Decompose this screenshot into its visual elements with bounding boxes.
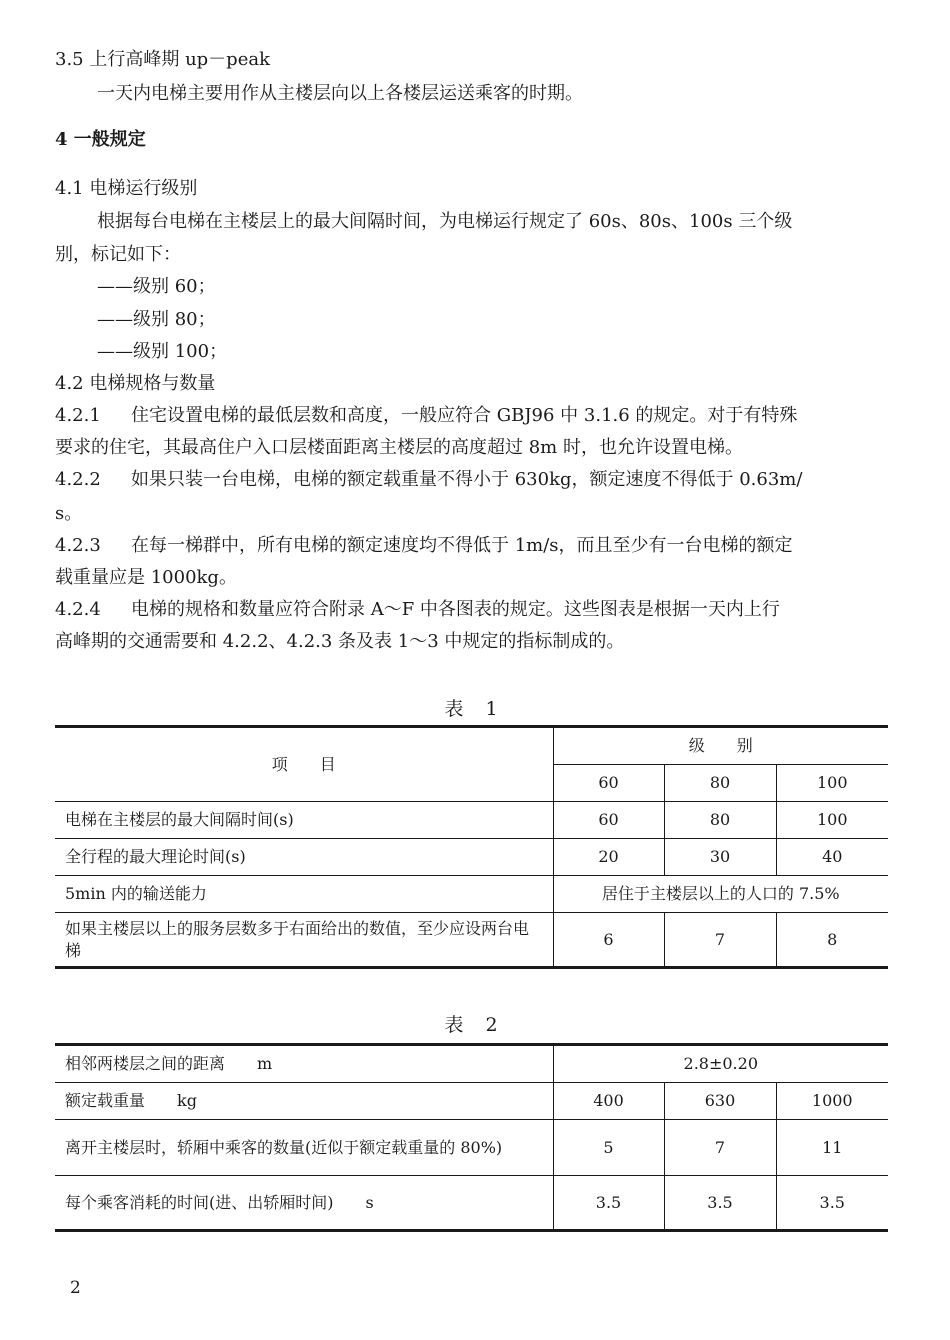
cell: 60 [553, 802, 664, 839]
cell: 400 [553, 1083, 664, 1120]
cell: 3.5 [664, 1176, 776, 1231]
table-2-caption: 表 2 [444, 1014, 506, 1036]
table-1-level-60: 60 [553, 765, 664, 802]
clause-4-2-4-line2: 高峰期的交通需要和 4.2.2、4.2.3 条及表 1～3 中规定的指标制成的。 [55, 631, 625, 652]
clause-4-2-3-line1 [55, 534, 895, 558]
section-4-1-heading: 4.1 电梯运行级别 [55, 178, 198, 199]
cell: 1000 [776, 1083, 888, 1120]
row-label: 如果主楼层以上的服务层数多于右面给出的数值，至少应设两台电梯 [55, 913, 553, 968]
cell: 2.8±0.20 [553, 1045, 888, 1083]
clause-4-2-1-line2: 要求的住宅，其最高住户入口层楼面距离主楼层的高度超过 8m 时，也允许设置电梯。 [55, 437, 743, 458]
table-row [55, 802, 888, 839]
cell: 5 [553, 1120, 664, 1176]
row-label: 每个乘客消耗的时间(进、出轿厢时间) s [55, 1176, 553, 1231]
clause-number: 4.2.1 [55, 405, 101, 426]
row-label: 全行程的最大理论时间(s) [55, 839, 553, 876]
cell: 100 [776, 802, 888, 839]
table-1 [55, 725, 888, 969]
clause-number: 4.2.2 [55, 469, 101, 490]
cell: 30 [664, 839, 776, 876]
clause-4-2-4-line1 [55, 598, 895, 622]
table-1-header-level: 级 别 [553, 727, 888, 765]
table-row [55, 1176, 888, 1231]
table-1-header-item: 项 目 [55, 727, 553, 802]
cell: 3.5 [776, 1176, 888, 1231]
section-4-1-body-line2: 别，标记如下： [55, 244, 181, 265]
clause-4-2-1-line1 [55, 404, 895, 428]
cell: 3.5 [553, 1176, 664, 1231]
table-1-caption: 表 1 [444, 698, 506, 720]
clause-number: 4.2.3 [55, 535, 101, 556]
row-label: 额定载重量 kg [55, 1083, 553, 1120]
row-label: 5min 内的输送能力 [55, 876, 553, 913]
section-3-5-heading: 3.5 上行高峰期 up－peak [55, 49, 270, 70]
cell: 7 [664, 1120, 776, 1176]
table-2 [55, 1043, 888, 1232]
table-1-level-80: 80 [664, 765, 776, 802]
table-row [55, 913, 888, 968]
section-4-heading: 4 一般规定 [55, 129, 146, 150]
table-1-level-100: 100 [776, 765, 888, 802]
cell: 6 [553, 913, 664, 968]
cell: 630 [664, 1083, 776, 1120]
table-row [55, 876, 888, 913]
row-label: 离开主楼层时，轿厢中乘客的数量(近似于额定载重量的 80%) [55, 1120, 553, 1176]
clause-number: 4.2.4 [55, 599, 101, 620]
level-item-100: ——级别 100； [97, 341, 228, 362]
clause-4-2-2-line2: s。 [55, 503, 83, 524]
level-item-60: ——级别 60； [97, 276, 216, 297]
clause-text: 电梯的规格和数量应符合附录 A～F 中各图表的规定。这些图表是根据一天内上行 [131, 599, 780, 620]
page-number: 2 [70, 1278, 81, 1298]
table-row [55, 1083, 888, 1120]
clause-4-2-3-line2: 载重量应是 1000kg。 [55, 567, 237, 588]
clause-text: 住宅设置电梯的最低层数和高度，一般应符合 GBJ96 中 3.1.6 的规定。对于有特殊 [131, 405, 798, 426]
section-4-2-heading: 4.2 电梯规格与数量 [55, 373, 216, 394]
table-row [55, 1045, 888, 1083]
cell: 80 [664, 802, 776, 839]
cell: 40 [776, 839, 888, 876]
row-label: 电梯在主楼层的最大间隔时间(s) [55, 802, 553, 839]
table-row [55, 1120, 888, 1176]
cell: 8 [776, 913, 888, 968]
section-4-1-body-line1: 根据每台电梯在主楼层上的最大间隔时间，为电梯运行规定了 60s、80s、100s 三个级 [97, 211, 793, 232]
table-row [55, 839, 888, 876]
clause-text: 如果只装一台电梯，电梯的额定载重量不得小于 630kg，额定速度不得低于 0.63m/ [131, 469, 803, 490]
cell: 7 [664, 913, 776, 968]
row-label: 相邻两楼层之间的距离 m [55, 1045, 553, 1083]
cell: 居住于主楼层以上的人口的 7.5% [553, 876, 888, 913]
cell: 20 [553, 839, 664, 876]
section-3-5-body: 一天内电梯主要用作从主楼层向以上各楼层运送乘客的时期。 [97, 83, 583, 104]
cell: 11 [776, 1120, 888, 1176]
clause-text: 在每一梯群中，所有电梯的额定速度均不得低于 1m/s，而且至少有一台电梯的额定 [131, 535, 793, 556]
clause-4-2-2-line1 [55, 468, 895, 492]
level-item-80: ——级别 80； [97, 309, 216, 330]
